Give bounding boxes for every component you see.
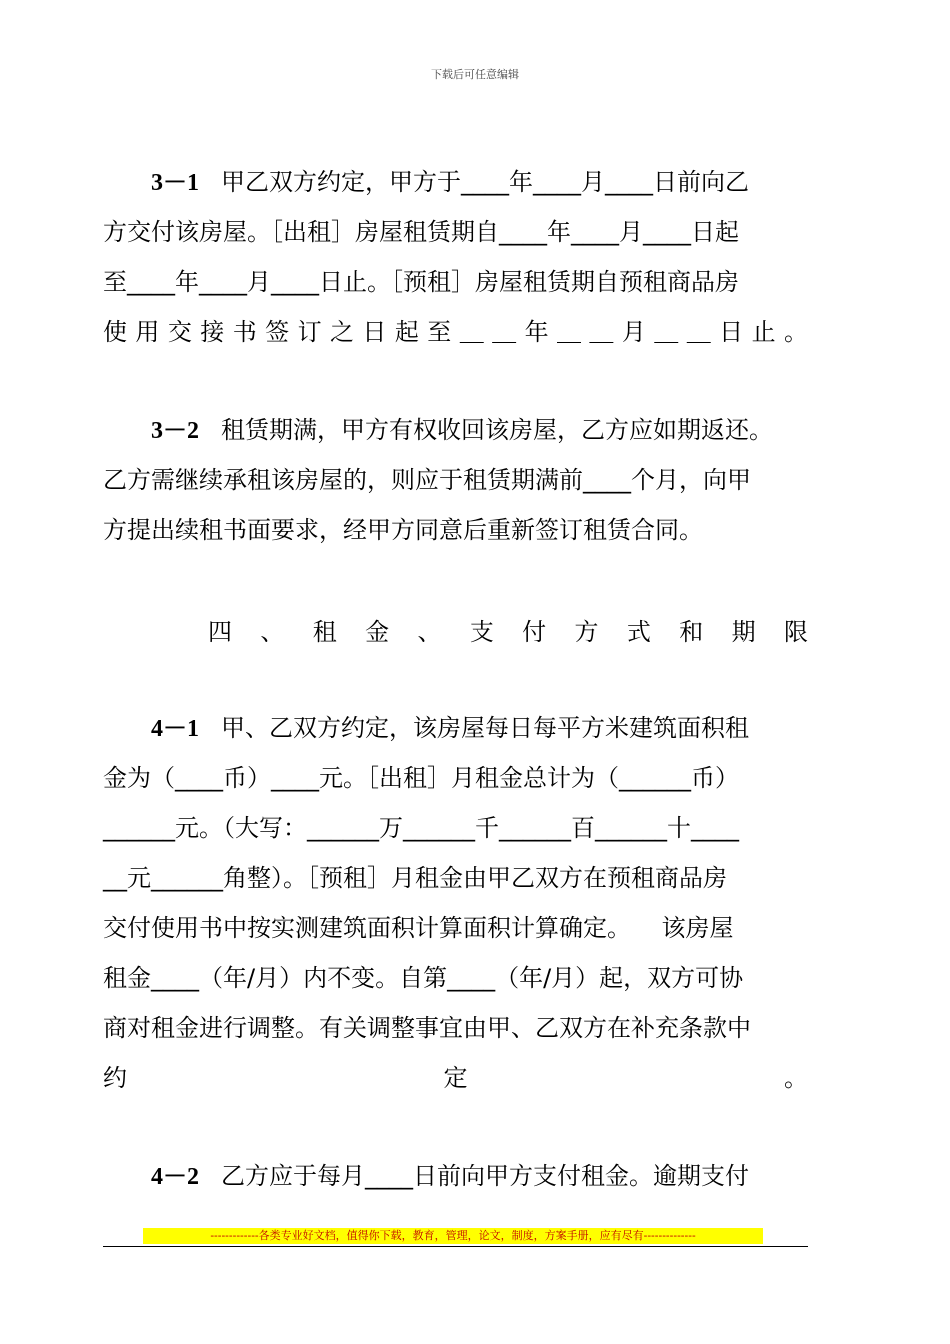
clause-line: 租金____（年/月）内不变。自第____（年/月）起，双方可协	[103, 964, 744, 992]
clause-line: 方提出续租书面要求，经甲方同意后重新签订租赁合同。	[103, 516, 703, 544]
clause-3-2	[103, 405, 808, 555]
clause-text: 甲、乙双方约定，该房屋每日每平方米建筑面积租	[221, 714, 749, 742]
clause-first-line	[103, 1151, 808, 1201]
clause-text: 租赁期满，甲方有权收回该房屋，乙方应如期返还。	[221, 416, 773, 444]
clause-number: 4－1	[151, 716, 199, 742]
clause-line: 约定。	[103, 1064, 808, 1092]
clause-number: 3－2	[151, 418, 199, 444]
clause-4-2	[103, 1151, 808, 1201]
clause-line: 商对租金进行调整。有关调整事宜由甲、乙双方在补充条款中	[103, 1014, 751, 1042]
clause-number: 4－2	[151, 1164, 199, 1190]
clause-line: 交付使用书中按实测建筑面积计算面积计算确定。 该房屋	[103, 914, 734, 942]
clause-number: 3－1	[151, 170, 199, 196]
clause-first-line	[103, 703, 808, 753]
clause-line: 乙方需继续承租该房屋的，则应于租赁期满前____个月，向甲	[103, 466, 751, 494]
clause-text: 甲乙双方约定，甲方于____年____月____日前向乙	[221, 168, 749, 196]
footer-rule	[103, 1246, 808, 1247]
footer-banner: -------------各类专业好文档，值得你下载，教育，管理，论文，制度，方案手册，应有尽有--------------	[143, 1228, 763, 1244]
clause-first-line	[103, 157, 808, 207]
clause-line: __元______角整）。［预租］月租金由甲乙双方在预租商品房	[103, 864, 727, 892]
section-heading: 四、租金、支付方式和期限	[208, 618, 808, 646]
clause-first-line	[103, 405, 808, 455]
page-header: 下载后可任意编辑	[431, 68, 519, 81]
clause-line: ______元。（大写：______万______千______百______十____	[103, 814, 739, 842]
clause-line: 金为（____币）____元。［出租］月租金总计为（______币）	[103, 764, 739, 792]
clause-line: 方交付该房屋。［出租］房屋租赁期自____年____月____日起	[103, 218, 739, 246]
clause-4-1	[103, 703, 808, 1103]
clause-3-1	[103, 157, 808, 357]
clause-text: 乙方应于每月____日前向甲方支付租金。逾期支付	[221, 1162, 749, 1190]
clause-line: 至____年____月____日止。［预租］房屋租赁期自预租商品房	[103, 268, 739, 296]
clause-line: 使用交接书签订之日起至＿＿年＿＿月＿＿日止。	[103, 318, 808, 346]
